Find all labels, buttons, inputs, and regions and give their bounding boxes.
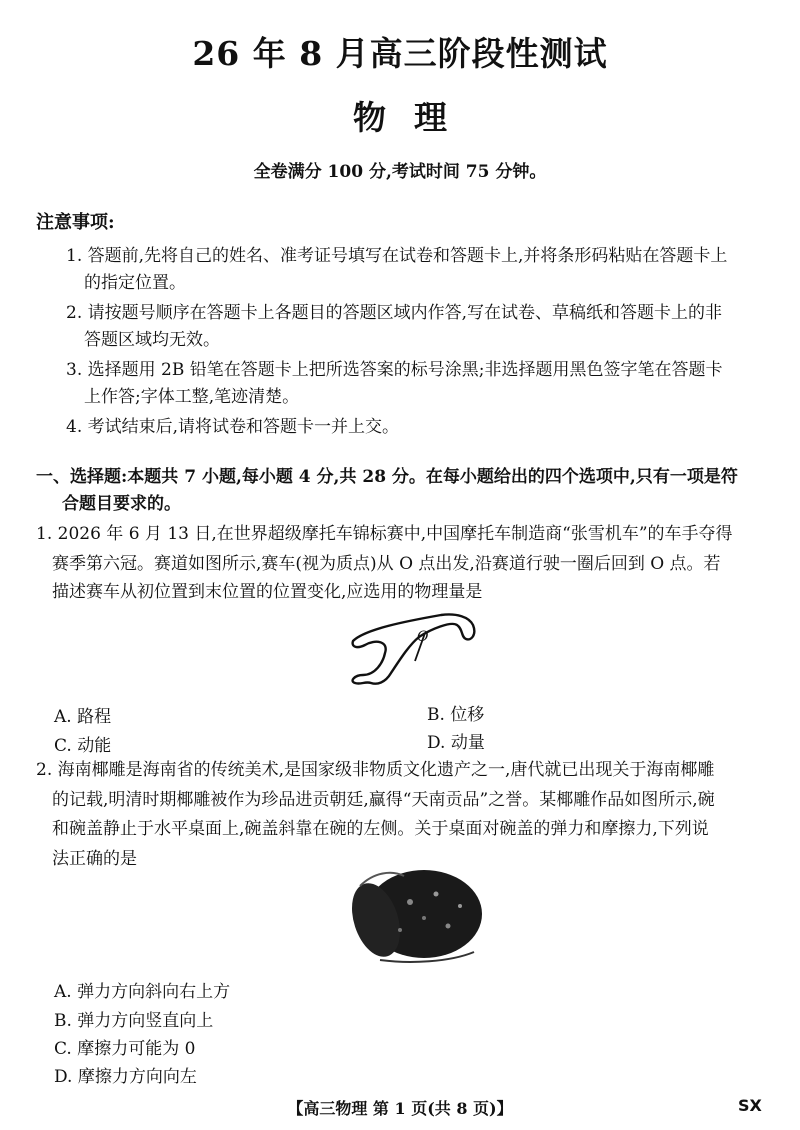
page-footer: 【高三物理 第 1 页(共 8 页)】: [287, 1099, 513, 1118]
q2-option-d: D. 摩擦力方向向左: [54, 1067, 197, 1087]
note-line: 3. 选择题用 2B 铅笔在答题卡上把所选答案的标号涂黑;非选择题用黑色签字笔在答题卡: [66, 360, 723, 380]
q2-option-b: B. 弹力方向竖直向上: [54, 1011, 214, 1031]
q1-option-d: D. 动量: [427, 733, 485, 753]
subject-title: 物理: [353, 98, 475, 137]
track-origin-label: O: [417, 629, 429, 645]
q2-option-a: A. 弹力方向斜向右上方: [54, 982, 231, 1002]
note-line: 2. 请按题号顺序在答题卡上各题目的答题区域内作答,写在试卷、草稿纸和答题卡上的非: [66, 303, 723, 323]
q2-stem-line: 的记载,明清时期椰雕被作为珍品进贡朝廷,赢得“天南贡品”之誉。某椰雕作品如图所示,碗: [52, 790, 715, 810]
q1-option-b: B. 位移: [427, 705, 485, 725]
exam-title: 26 年 8 月高三阶段性测试: [192, 34, 608, 73]
q1-stem-line: 1. 2026 年 6 月 13 日,在世界超级摩托车锦标赛中,中国摩托车制造商“张雪机车”的车手夺得: [36, 524, 733, 544]
q2-stem-line: 和碗盖静止于水平桌面上,碗盖斜靠在碗的左侧。关于桌面对碗盖的弹力和摩擦力,下列说: [52, 819, 709, 839]
q1-option-c: C. 动能: [54, 736, 112, 756]
note-line: 4. 考试结束后,请将试卷和答题卡一并上交。: [66, 417, 400, 437]
q2-stem-line: 法正确的是: [52, 849, 137, 869]
q2-option-c: C. 摩擦力可能为 0: [54, 1039, 196, 1059]
note-line: 答题区域均无效。: [84, 330, 220, 350]
q1-stem-line: 赛季第六冠。赛道如图所示,赛车(视为质点)从 O 点出发,沿赛道行驶一圈后回到 O 点。若: [52, 554, 721, 574]
q2-stem-line: 2. 海南椰雕是海南省的传统美术,是国家级非物质文化遗产之一,唐代就已出现关于海南椰雕: [36, 760, 715, 780]
coconut-bowl-figure: [340, 866, 490, 966]
q1-option-a: A. 路程: [54, 707, 112, 727]
paper-code: SX: [738, 1096, 762, 1115]
notes-heading: 注意事项:: [36, 212, 115, 233]
section-heading-cont: 合题目要求的。: [62, 494, 181, 514]
note-line: 1. 答题前,先将自己的姓名、准考证号填写在试卷和答题卡上,并将条形码粘贴在答题卡上: [66, 246, 728, 266]
q1-stem-line: 描述赛车从初位置到末位置的位置变化,应选用的物理量是: [52, 582, 483, 602]
note-line: 上作答;字体工整,笔迹清楚。: [84, 387, 300, 407]
section-heading: 一、选择题:本题共 7 小题,每小题 4 分,共 28 分。在每小题给出的四个选项中,只有一项是符: [36, 467, 738, 487]
note-line: 的指定位置。: [84, 273, 186, 293]
exam-info: 全卷满分 100 分,考试时间 75 分钟。: [253, 162, 547, 182]
race-track-figure: [345, 603, 505, 703]
